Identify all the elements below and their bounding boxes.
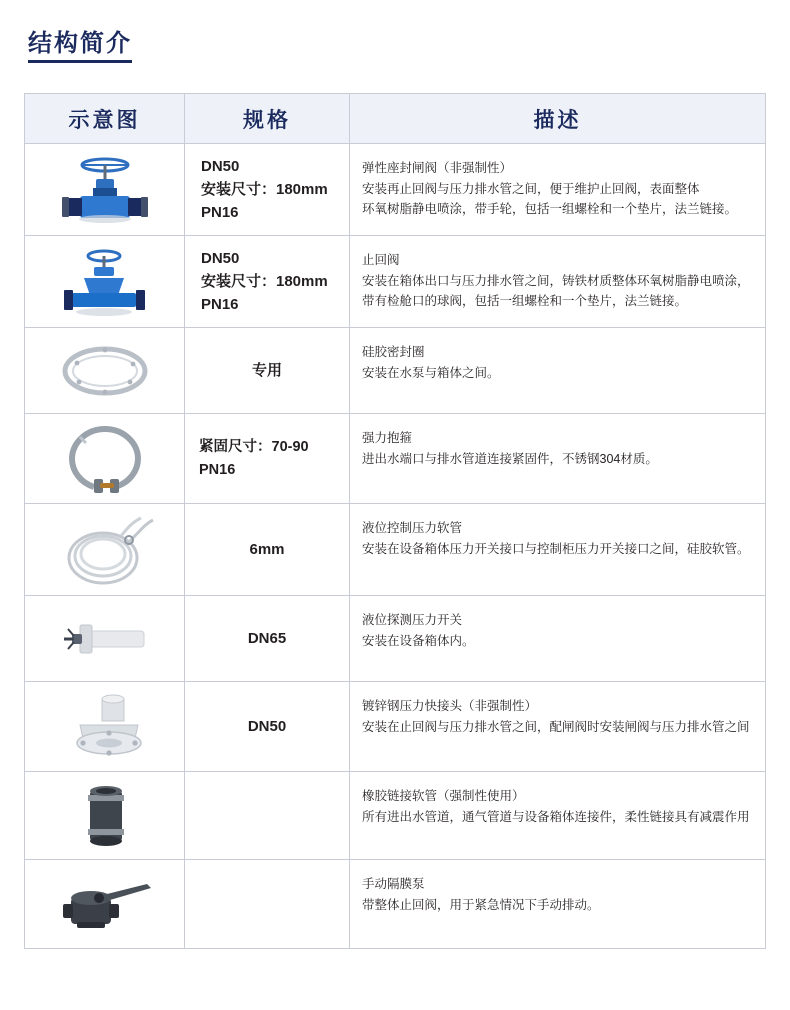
manual-diaphragm-pump-image bbox=[47, 870, 163, 938]
table-row bbox=[25, 772, 765, 860]
description-line: 安装在设备箱体内。 bbox=[362, 633, 475, 648]
cell-description bbox=[350, 236, 765, 327]
description-line: 弹性座封闸阀（非强制性） bbox=[362, 161, 513, 175]
silicone-gasket-image bbox=[50, 338, 160, 404]
cell-description bbox=[350, 414, 765, 503]
gate-valve-image bbox=[50, 151, 160, 229]
page-title bbox=[28, 32, 132, 63]
description-line: 镀锌钢压力快接头（非强制性） bbox=[362, 699, 538, 713]
description-line: 液位控制压力软管 bbox=[362, 521, 463, 535]
spec-line: DN65 bbox=[247, 629, 287, 647]
cell-spec bbox=[185, 682, 350, 771]
spec-line: PN16 bbox=[199, 461, 236, 478]
cell-diagram bbox=[25, 682, 185, 771]
description-line: 手动隔膜泵 bbox=[362, 877, 425, 891]
table-row bbox=[25, 682, 765, 772]
structure-overview-table bbox=[24, 93, 766, 949]
cell-diagram bbox=[25, 772, 185, 859]
column-header-description: 描述 bbox=[533, 108, 582, 132]
table-row bbox=[25, 144, 765, 236]
spec-line: DN50 bbox=[201, 249, 240, 267]
column-header-spec: 规格 bbox=[185, 94, 350, 143]
pressure-switch-probe-image bbox=[50, 607, 160, 671]
galvanized-quick-coupling-image bbox=[50, 691, 160, 763]
description-line: 橡胶链接软管（强制性使用） bbox=[362, 789, 525, 803]
cell-diagram bbox=[25, 596, 185, 681]
table-row bbox=[25, 860, 765, 948]
hose-clamp-image bbox=[50, 423, 160, 495]
description-line: 安装再止回阀与压力排水管之间，便于维护止回阀，表面整体 bbox=[362, 181, 700, 196]
description-line: 硅胶密封圈 bbox=[362, 345, 425, 359]
table-row bbox=[25, 236, 765, 328]
cell-diagram bbox=[25, 504, 185, 595]
spec-line: 安装尺寸：180mm bbox=[201, 180, 328, 198]
cell-description bbox=[350, 596, 765, 681]
spec-line: 专用 bbox=[251, 361, 282, 379]
spec-line: 安装尺寸：180mm bbox=[201, 272, 328, 290]
spec-line: DN50 bbox=[201, 157, 240, 175]
description-line: 液位探测压力开关 bbox=[362, 613, 463, 627]
description-line: 安装在设备箱体压力开关接口与控制柜压力开关接口之间，硅胶软管。 bbox=[362, 541, 750, 556]
cell-description bbox=[350, 504, 765, 595]
page-title-text: 结构简介 bbox=[28, 32, 132, 63]
description-line: 安装在箱体出口与压力排水管之间，铸铁材质整体环氧树脂静电喷涂， bbox=[362, 273, 750, 288]
cell-diagram bbox=[25, 414, 185, 503]
spec-line: DN50 bbox=[247, 717, 287, 735]
description-line: 安装在水泵与箱体之间。 bbox=[362, 365, 500, 380]
cell-diagram bbox=[25, 236, 185, 327]
cell-description bbox=[350, 772, 765, 859]
cell-spec bbox=[185, 236, 350, 327]
description-line: 带有检舱口的球阀，包括一组螺栓和一个垫片，法兰链接。 bbox=[362, 294, 688, 309]
cell-spec bbox=[185, 596, 350, 681]
spec-line: PN16 bbox=[201, 296, 239, 314]
table-row bbox=[25, 596, 765, 682]
cell-description bbox=[350, 144, 765, 235]
description-line: 安装在止回阀与压力排水管之间，配闸阀时安装闸阀与压力排水管之间 bbox=[362, 719, 750, 734]
description-line: 环氧树脂静电喷涂，带手轮，包括一组螺栓和一个垫片，法兰链接。 bbox=[362, 202, 738, 217]
description-line: 强力抱箍 bbox=[362, 431, 413, 445]
column-header-diagram: 示意图 bbox=[25, 94, 185, 143]
description-line: 所有进出水管道，通气管道与设备箱体连接件，柔性链接具有减震作用 bbox=[362, 809, 750, 824]
cell-spec bbox=[185, 860, 350, 948]
cell-spec bbox=[185, 414, 350, 503]
cell-description bbox=[350, 682, 765, 771]
cell-diagram bbox=[25, 144, 185, 235]
description-line: 进出水端口与排水管道连接紧固件，不锈钢304材质。 bbox=[362, 451, 658, 466]
cell-spec bbox=[185, 144, 350, 235]
check-valve-image bbox=[50, 243, 160, 321]
cell-description bbox=[350, 860, 765, 948]
table-row bbox=[25, 504, 765, 596]
table-row bbox=[25, 414, 765, 504]
pressure-hose-coil-image bbox=[49, 512, 161, 588]
spec-line: 6mm bbox=[249, 540, 285, 558]
table-row bbox=[25, 328, 765, 414]
description-line: 止回阀 bbox=[362, 253, 400, 267]
description-line: 带整体止回阀，用于紧急情况下手动排动。 bbox=[362, 897, 600, 912]
cell-diagram bbox=[25, 328, 185, 413]
cell-diagram bbox=[25, 860, 185, 948]
cell-spec bbox=[185, 772, 350, 859]
cell-description bbox=[350, 328, 765, 413]
rubber-flexible-connector-image bbox=[50, 781, 160, 851]
table-header-row bbox=[25, 94, 765, 144]
spec-line: PN16 bbox=[201, 204, 239, 222]
spec-line: 紧固尺寸：70-90 bbox=[199, 439, 309, 456]
cell-spec bbox=[185, 328, 350, 413]
cell-spec bbox=[185, 504, 350, 595]
